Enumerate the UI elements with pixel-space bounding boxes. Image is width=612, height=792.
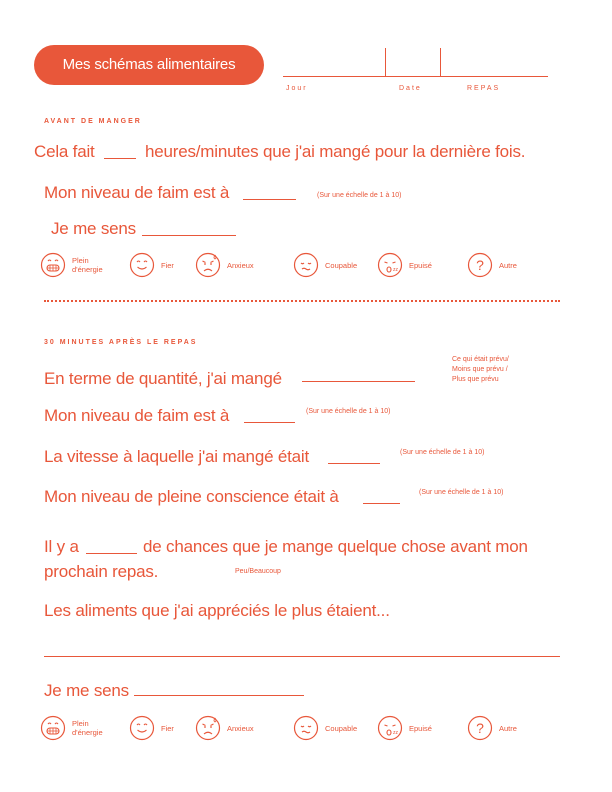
emotion-epuise[interactable] <box>377 252 432 278</box>
emotion-label: Epuisé <box>409 260 432 270</box>
anxious-face-icon <box>195 715 221 741</box>
scale-note: (Sur une échelle de 1 à 10) <box>419 489 504 496</box>
question-chances: Il y a <box>44 537 79 556</box>
emotion-coupable[interactable] <box>293 252 357 278</box>
emotion-epuise[interactable] <box>377 715 432 741</box>
emotion-autre[interactable] <box>467 715 517 741</box>
date-line <box>283 76 548 77</box>
emotion-label: Plein d'énergie <box>72 256 103 274</box>
emotion-autre[interactable] <box>467 252 517 278</box>
quantity-options: Ce qui était prévu/ Moins que prévu / Plus que prévu <box>452 356 509 383</box>
emotion-label: Coupable <box>325 723 358 733</box>
speed-field[interactable] <box>328 463 380 464</box>
emotion-label: Fier <box>161 260 174 270</box>
question-favorite-foods: Les aliments que j'ai appréciés le plus étaient... <box>44 601 390 620</box>
emotion-plein[interactable] <box>40 715 103 741</box>
question-last-meal: Cela fait <box>34 142 95 161</box>
question-last-meal-rest: heures/minutes que j'ai mangé pour la dernière fois. <box>145 142 526 161</box>
question-icon <box>467 252 493 278</box>
emotion-anxieux[interactable] <box>195 715 254 741</box>
emotion-coupable[interactable] <box>293 715 357 741</box>
question-hunger-after: Mon niveau de faim est à <box>44 406 230 425</box>
question-feeling: Je me sens <box>51 219 136 238</box>
question-icon <box>467 715 493 741</box>
scale-note: (Sur une échelle de 1 à 10) <box>317 192 402 199</box>
chances-note: Peu/Beaucoup <box>235 568 281 575</box>
emotion-fier[interactable] <box>129 715 174 741</box>
section-divider <box>44 300 560 302</box>
question-mindfulness: Mon niveau de pleine conscience était à <box>44 487 339 506</box>
repas-label: REPAS <box>467 85 501 92</box>
emotion-anxieux[interactable] <box>195 252 254 278</box>
emotion-label: Plein d'énergie <box>72 719 103 737</box>
emotion-fier[interactable] <box>129 252 174 278</box>
emotion-label: Epuisé <box>409 723 432 733</box>
favorite-foods-field[interactable] <box>44 656 560 657</box>
question-quantity: En terme de quantité, j'ai mangé <box>44 369 282 388</box>
hunger-field[interactable] <box>243 199 296 200</box>
question-feeling-after: Je me sens <box>44 681 129 700</box>
jour-label: Jour <box>286 85 308 92</box>
emotion-label: Fier <box>161 723 174 733</box>
mindfulness-field[interactable] <box>363 503 400 504</box>
chances-field[interactable] <box>86 553 137 554</box>
hunger-after-field[interactable] <box>244 422 295 423</box>
emotion-label: Autre <box>499 260 517 270</box>
page-title: Mes schémas alimentaires <box>34 45 264 85</box>
guilty-face-icon <box>293 252 319 278</box>
question-chances-rest: de chances que je mange quelque chose avant mon <box>143 537 528 556</box>
grin-icon <box>40 252 66 278</box>
smile-icon <box>129 715 155 741</box>
question-hunger: Mon niveau de faim est à <box>44 183 230 202</box>
smile-icon <box>129 252 155 278</box>
anxious-face-icon <box>195 252 221 278</box>
quantity-field[interactable] <box>302 381 415 382</box>
date-label: Date <box>399 85 422 92</box>
emotion-label: Autre <box>499 723 517 733</box>
emotion-label: Coupable <box>325 260 358 270</box>
emotion-label: Anxieux <box>227 723 254 733</box>
header-separator <box>440 48 441 76</box>
feeling-field[interactable] <box>142 235 236 236</box>
section-before: AVANT DE MANGER <box>44 118 142 125</box>
tired-face-icon <box>377 252 403 278</box>
tired-face-icon <box>377 715 403 741</box>
emotion-plein[interactable] <box>40 252 103 278</box>
question-speed: La vitesse à laquelle j'ai mangé était <box>44 447 309 466</box>
guilty-face-icon <box>293 715 319 741</box>
question-chances-end: prochain repas. <box>44 562 159 581</box>
scale-note: (Sur une échelle de 1 à 10) <box>306 408 391 415</box>
scale-note: (Sur une échelle de 1 à 10) <box>400 449 485 456</box>
header-separator <box>385 48 386 76</box>
grin-icon <box>40 715 66 741</box>
last-meal-field[interactable] <box>104 158 136 159</box>
feeling-after-field[interactable] <box>134 695 304 696</box>
section-after: 30 MINUTES APRÈS LE REPAS <box>44 339 198 346</box>
emotion-label: Anxieux <box>227 260 254 270</box>
